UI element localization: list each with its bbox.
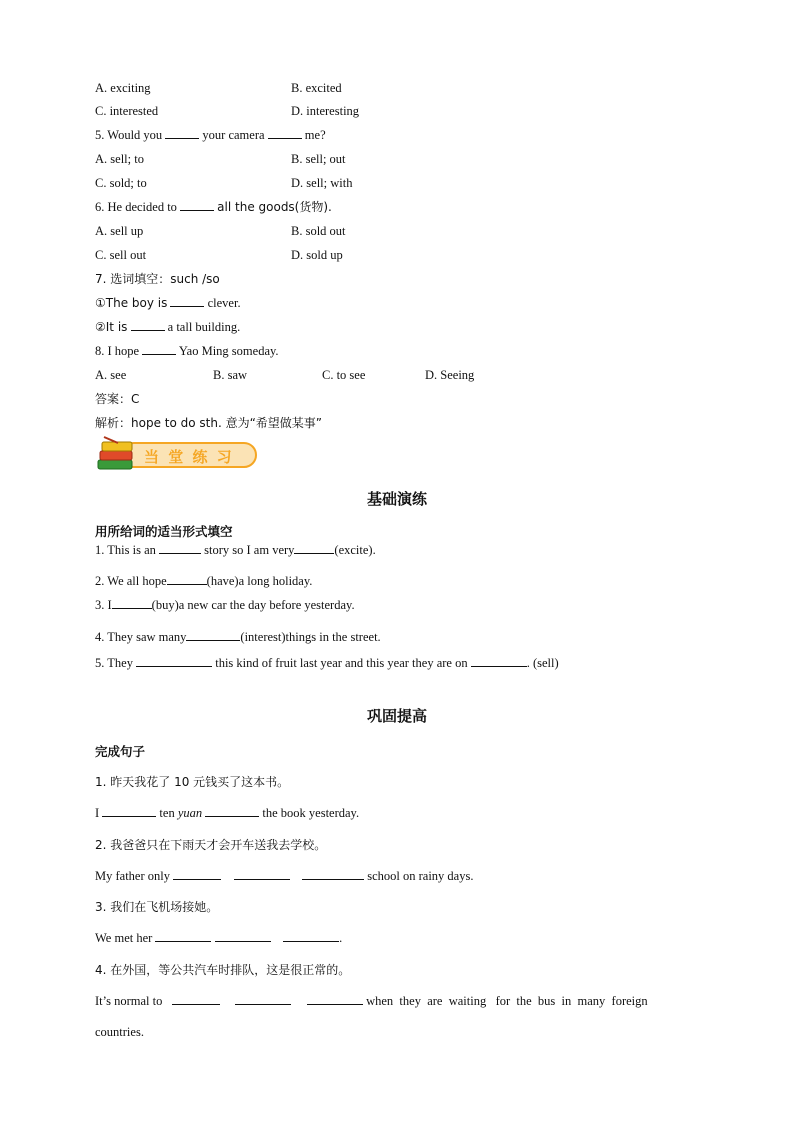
s2-q3-chinese: 3. 我们在飞机场接她。 [95,900,219,914]
section-subtitle-fill: 用所给词的适当形式填空 [95,524,233,539]
s2-q2-part: My father only [95,869,170,883]
s2-q2-part: school on rainy days. [367,869,474,883]
q8-option-b: B. saw [213,368,248,382]
blank[interactable] [142,343,176,355]
s1-q5-part: . (sell) [526,656,559,670]
q7-stem: 7. 选词填空：such /so [95,272,220,286]
blank[interactable] [302,868,364,880]
s1-q1-part: story so I am very [204,543,295,557]
blank[interactable] [471,655,527,667]
s1-q1-part: (excite). [334,543,376,557]
s1-q4-part: (interest)things in the street. [240,630,381,644]
s2-q3-part: . [339,931,343,945]
q6-stem [95,199,332,215]
blank[interactable] [112,597,152,609]
q7-part: ①The boy is [95,296,168,310]
blank[interactable] [159,542,201,554]
q4-option-a: A. exciting [95,81,151,95]
s1-q5-part: this kind of fruit last year and this year they are on [215,656,468,670]
q5-option-a: A. sell; to [95,152,144,166]
blank[interactable] [307,993,363,1005]
blank[interactable] [294,542,334,554]
s2-q4-english [95,993,648,1009]
analysis: 解析：hope to do sth. 意为“希望做某事” [95,416,323,430]
answer: 答案：C [95,392,140,406]
blank[interactable] [136,655,212,667]
blank[interactable] [165,127,199,139]
blank[interactable] [268,127,302,139]
q4-option-b: B. excited [291,81,342,95]
s2-q1-english [95,805,359,821]
blank[interactable] [205,805,259,817]
s2-q1-part: ten [159,806,175,820]
blank[interactable] [180,199,214,211]
s1-q5 [95,655,559,671]
q7-sentence-2 [95,319,240,335]
s1-q3-part: (buy)a new car the day before yesterday. [151,598,355,612]
s1-q2 [95,573,312,589]
q5-option-b: B. sell; out [291,152,346,166]
blank[interactable] [102,805,156,817]
s2-q2-chinese: 2. 我爸爸只在下雨天才会开车送我去学校。 [95,838,327,852]
q6-stem-part: all the goods(货物). [217,200,332,214]
s1-q5-part: 5. They [95,656,133,670]
blank[interactable] [235,993,291,1005]
q8-part: 8. I hope [95,344,140,358]
q6-option-c: C. sell out [95,248,147,262]
blank[interactable] [167,573,207,585]
q4-option-c: C. interested [95,104,159,118]
section-title-basic: 基础演练 [366,490,427,508]
q6-option-b: B. sold out [291,224,346,238]
q8-stem [95,343,279,359]
s1-q3 [95,597,355,613]
s2-q4-part: It’s normal to [95,994,163,1008]
q7-part: a tall building. [167,320,241,334]
q7-part: clever. [207,296,241,310]
q5-stem [95,127,326,143]
s2-q3-english [95,930,342,946]
s2-q1-chinese: 1. 昨天我花了 10 元钱买了这本书。 [95,775,290,789]
blank[interactable] [173,868,221,880]
s1-q2-part: 2. We all hope [95,574,167,588]
s1-q1-part: 1. This is an [95,543,156,557]
q6-option-a: A. sell up [95,224,144,238]
s2-q4-part: when they are waiting for the bus in many foreign [366,994,648,1008]
practice-banner [96,436,258,474]
q8-option-a: A. see [95,368,127,382]
s2-q1-part: I [95,806,100,820]
s2-q3-part: We met her [95,931,153,945]
q7-part: ②It is [95,320,128,334]
blank[interactable] [155,930,211,942]
s2-q1-part: the book yesterday. [262,806,360,820]
q8-option-c: C. to see [322,368,366,382]
s1-q3-part: 3. I [95,598,112,612]
q5-stem-part: me? [304,128,326,142]
q7-sentence-1 [95,295,241,311]
section-subtitle-complete: 完成句子 [95,744,146,759]
q5-option-d: D. sell; with [291,176,353,190]
banner-label: 当 堂 练 习 [144,448,234,466]
q5-stem-part: your camera [202,128,265,142]
blank[interactable] [234,868,290,880]
s1-q4 [95,629,381,645]
section-title-consolidate: 巩固提高 [366,707,427,725]
s1-q1 [95,542,376,558]
blank[interactable] [131,319,165,331]
blank[interactable] [186,629,240,641]
q8-option-d: D. Seeing [425,368,475,382]
s2-q1-part: yuan [177,806,203,820]
s1-q2-part: (have)a long holiday. [206,574,313,588]
s1-q4-part: 4. They saw many [95,630,187,644]
q5-stem-part: 5. Would you [95,128,163,142]
q8-part: Yao Ming someday. [178,344,279,358]
s2-q4-chinese: 4. 在外国，等公共汽车时排队，这是很正常的。 [95,963,351,977]
q5-option-c: C. sold; to [95,176,147,190]
blank[interactable] [172,993,220,1005]
s2-q4-english-cont: countries. [95,1025,144,1039]
blank[interactable] [170,295,204,307]
blank[interactable] [215,930,271,942]
blank[interactable] [283,930,339,942]
q6-stem-part: 6. He decided to [95,200,177,214]
q4-option-d: D. interesting [291,104,360,118]
q6-option-d: D. sold up [291,248,343,262]
s2-q2-english [95,868,473,884]
